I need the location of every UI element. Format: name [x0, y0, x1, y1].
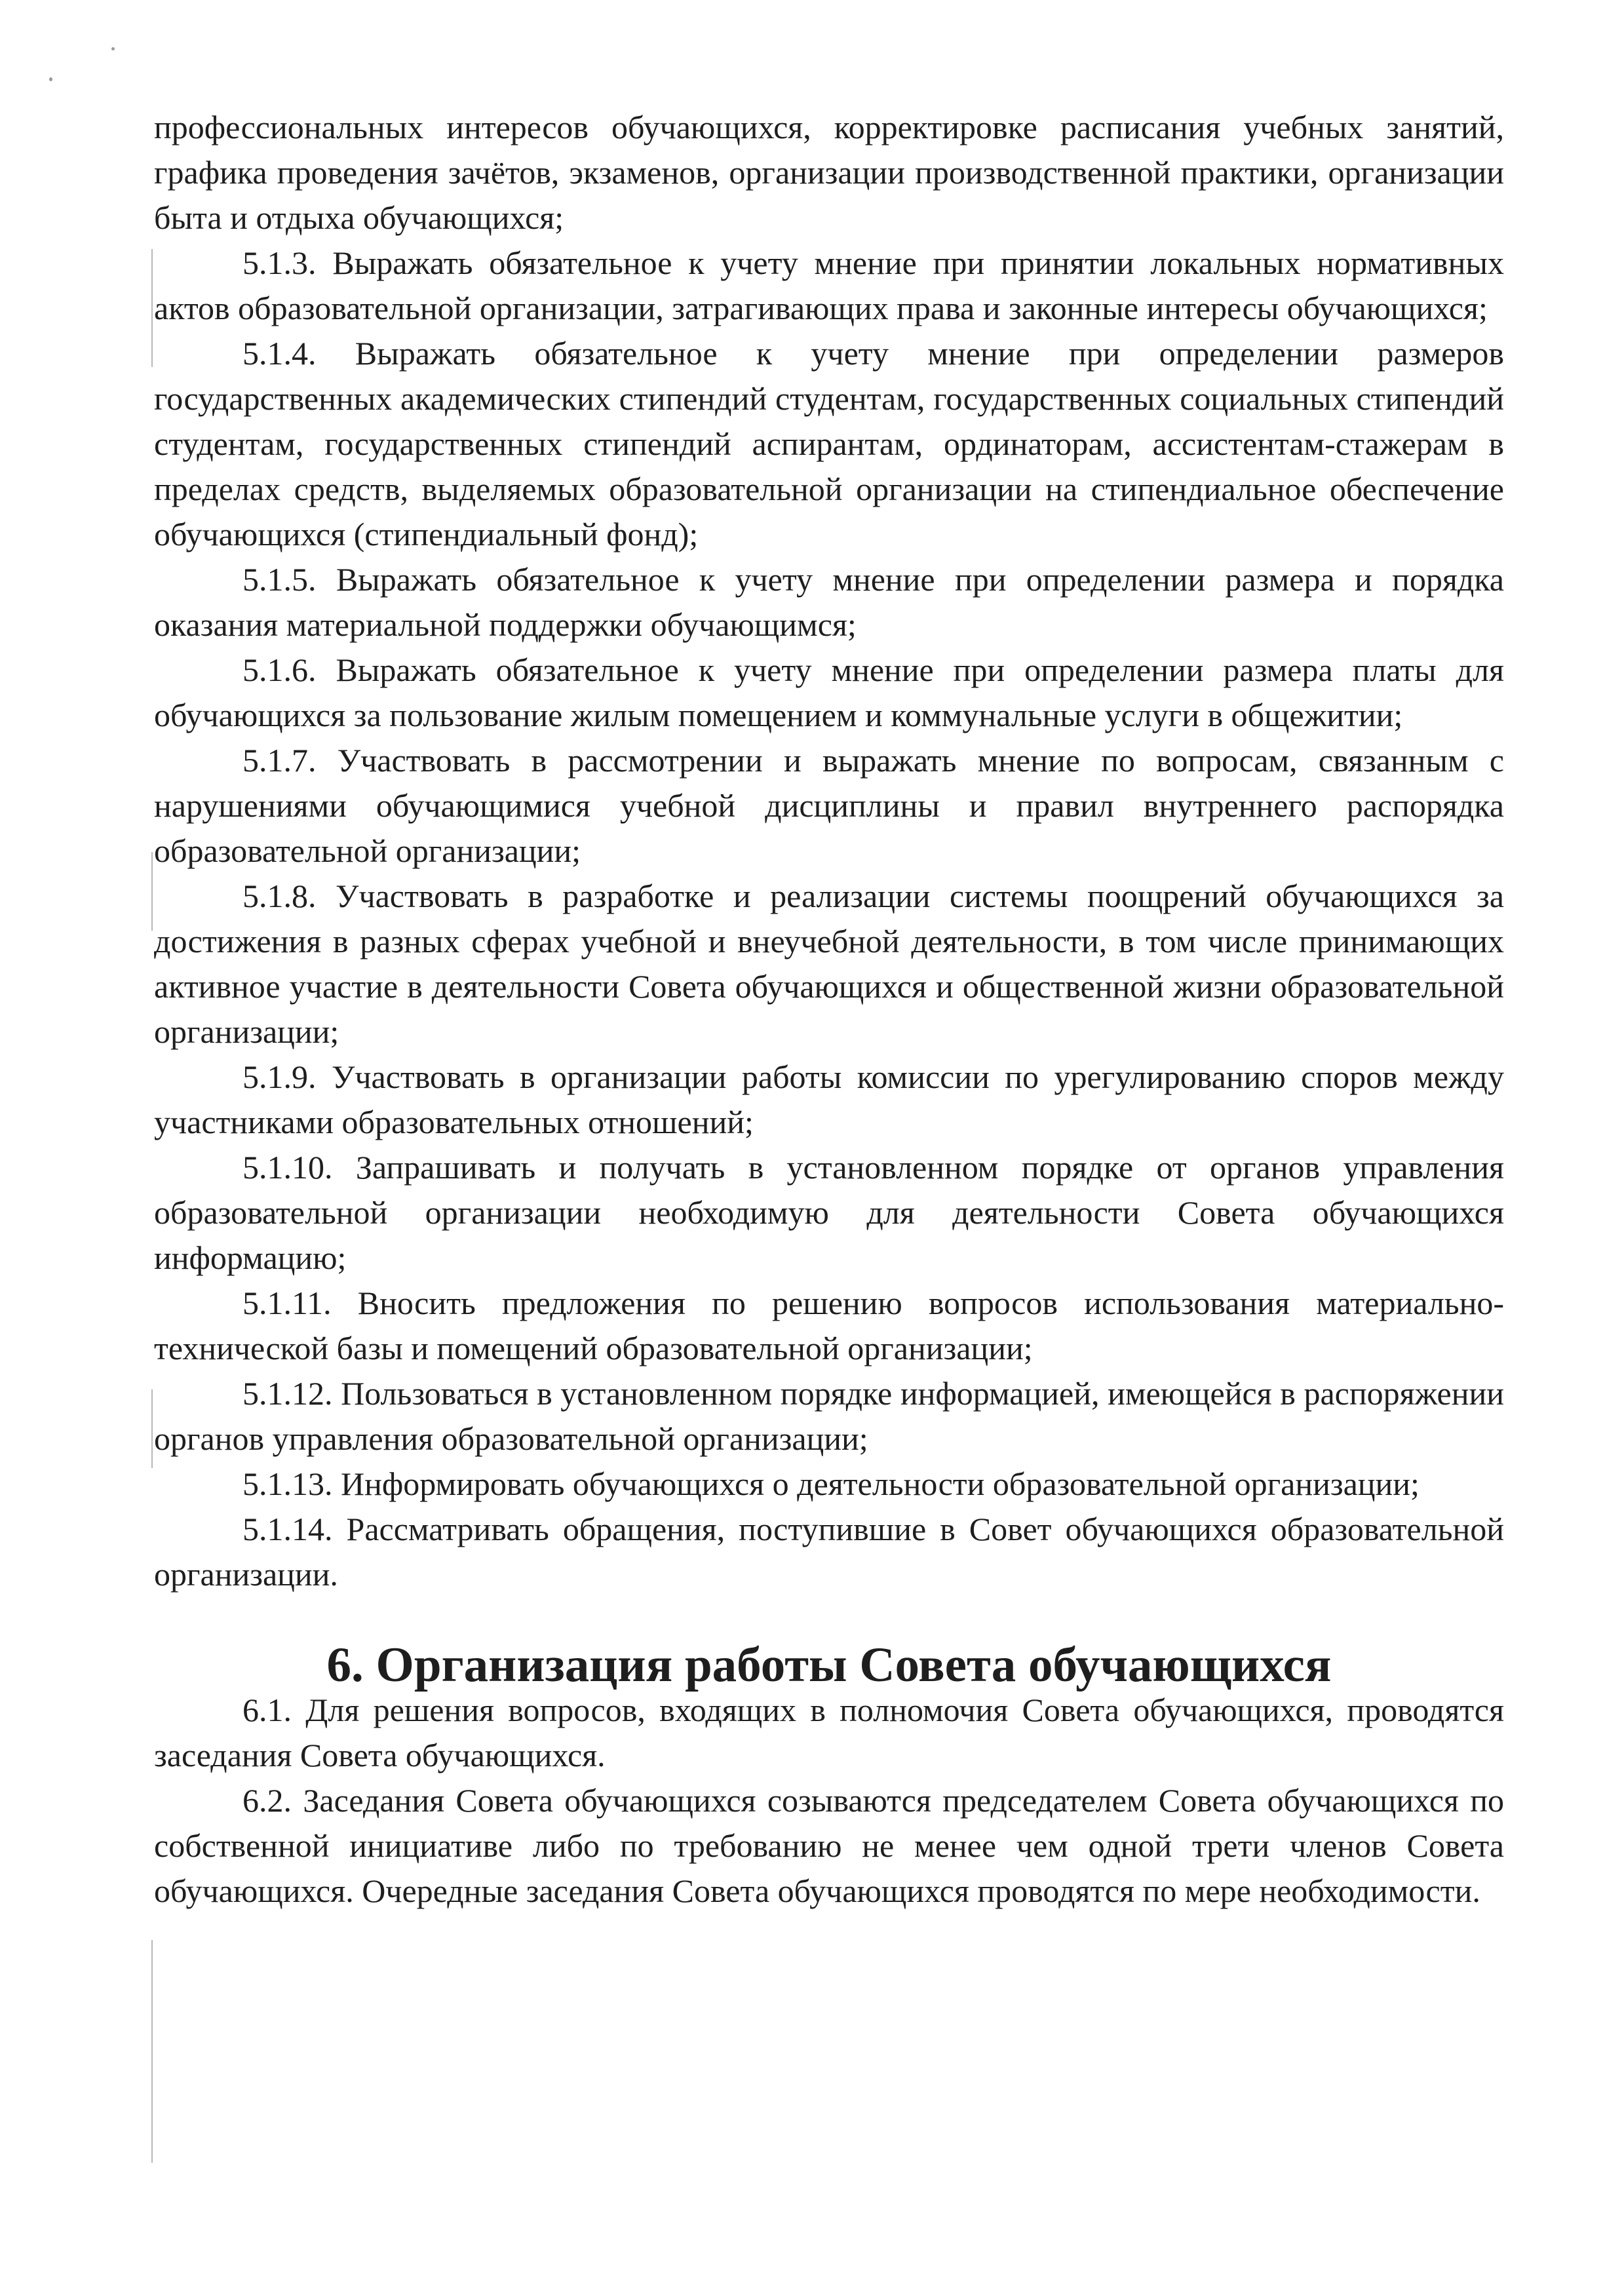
paragraph: 5.1.12. Пользоваться в установленном порядке информацией, имеющейся в распоряжении органов управления образовательной организации;	[154, 1375, 1504, 1457]
scan-margin-line	[151, 852, 153, 931]
paragraph: 6.1. Для решения вопросов, входящих в полномочия Совета обучающихся, проводятся заседания Совета обучающихся.	[154, 1692, 1504, 1773]
paragraph: 5.1.8. Участвовать в разработке и реализации системы поощрений обучающихся за достижения в разных сферах учебной и внеучебной деятельности, в том числе принимающих активное участие в деятельности Совета обучающихся и общественной жизни образовательной организации;	[154, 878, 1504, 1050]
scan-margin-line	[151, 1940, 153, 2163]
paragraph: 5.1.10. Запрашивать и получать в установленном порядке от органов управления образовательной организации необходимую для деятельности Совета обучающихся информацию;	[154, 1149, 1504, 1276]
paragraph: 5.1.11. Вносить предложения по решению вопросов использования материально-технической базы и помещений образовательной организации;	[154, 1285, 1504, 1366]
paragraph: 5.1.3. Выражать обязательное к учету мнение при принятии локальных нормативных актов образовательной организации, затрагивающих права и законные интересы обучающихся;	[154, 244, 1504, 326]
paragraph: 5.1.6. Выражать обязательное к учету мнение при определении размера платы для обучающихся за пользование жилым помещением и коммунальные услуги в общежитии;	[154, 651, 1504, 733]
paragraph: 5.1.9. Участвовать в организации работы комиссии по урегулированию споров между участниками образовательных отношений;	[154, 1058, 1504, 1140]
scan-margin-line	[151, 1389, 153, 1468]
scan-speck	[111, 47, 115, 50]
scan-margin-line	[151, 249, 153, 367]
scan-speck	[49, 77, 52, 81]
paragraph: 5.1.14. Рассматривать обращения, поступившие в Совет обучающихся образовательной организации.	[154, 1511, 1504, 1593]
rights-list	[154, 105, 1504, 1597]
paragraph: 6.2. Заседания Совета обучающихся созываются председателем Совета обучающихся по собственной инициативе либо по требованию не менее чем одной трети членов Совета обучающихся. Очередные заседания Совета обучающихся проводятся по мере необходимости.	[154, 1782, 1504, 1909]
paragraph: 5.1.4. Выражать обязательное к учету мнение при определении размеров государственных академических стипендий студентам, государственных социальных стипендий студентам, государственных стипендий аспирантам, ординаторам, ассистентам-стажерам в пределах средств, выделяемых образовательной организации на стипендиальное обеспечение обучающихся (стипендиальный фонд);	[154, 335, 1504, 552]
paragraph: профессиональных интересов обучающихся, корректировке расписания учебных занятий, графика проведения зачётов, экзаменов, организации производственной практики, организации быта и отдыха обучающихся;	[154, 109, 1504, 236]
section-heading: 6. Организация работы Совета обучающихся	[326, 1638, 1332, 1692]
document-page	[154, 105, 1504, 1914]
paragraph: 5.1.13. Информировать обучающихся о деятельности образовательной организации;	[242, 1465, 1420, 1502]
section-body	[154, 1688, 1504, 1914]
paragraph: 5.1.7. Участвовать в рассмотрении и выражать мнение по вопросам, связанным с нарушениями обучающимися учебной дисциплины и правил внутреннего распорядка образовательной организации;	[154, 742, 1504, 869]
paragraph: 5.1.5. Выражать обязательное к учету мнение при определении размера и порядка оказания материальной поддержки обучающимся;	[154, 561, 1504, 643]
